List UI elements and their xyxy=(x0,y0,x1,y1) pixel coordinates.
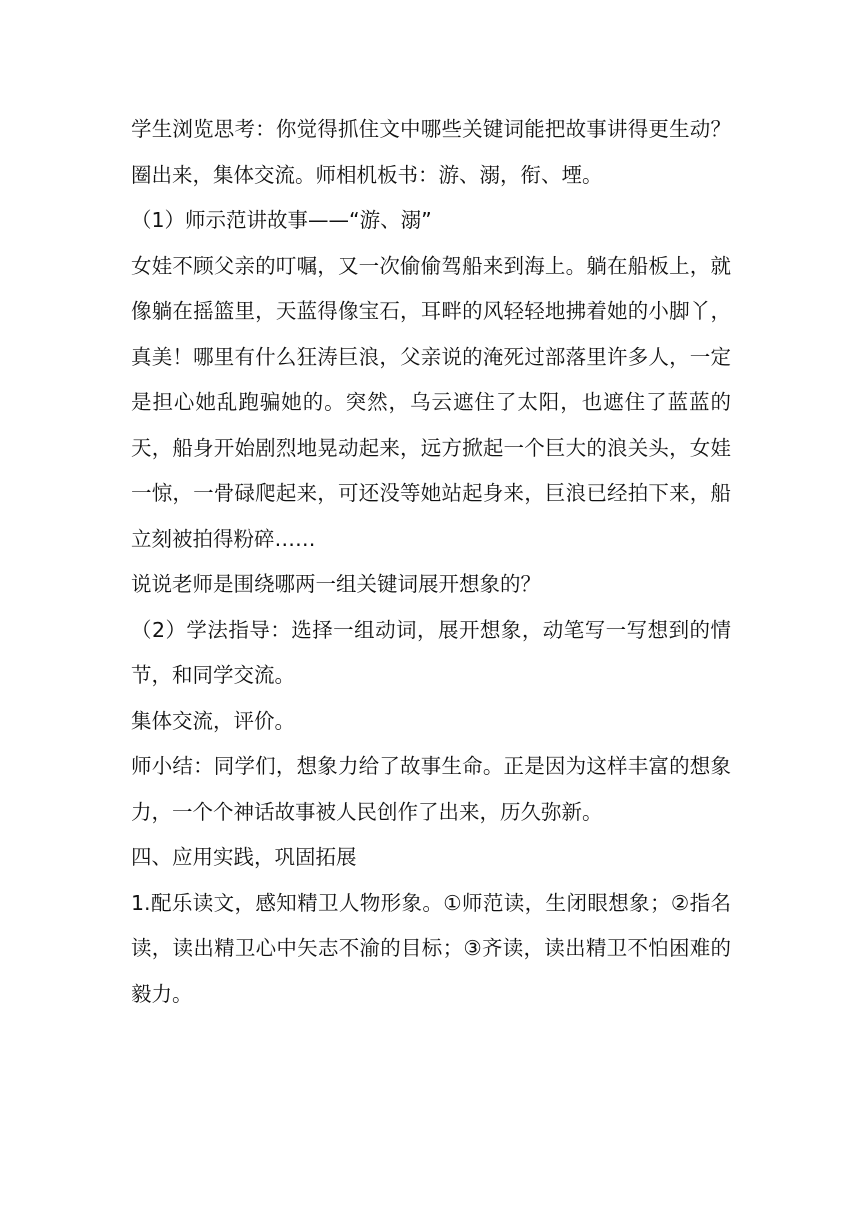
paragraph-story-narration: 女娃不顾父亲的叮嘱，又一次偷偷驾船来到海上。躺在船板上，就像躺在摇篮里，天蓝得像宝石，耳畔的风轻轻地拂着她的小脚丫，真美！哪里有什么狂涛巨浪，父亲说的淹死过部落里许多人，一定是担心她乱跑骗她的。突然，乌云遮住了太阳，也遮住了蓝蓝的天，船身开始剧烈地晃动起来，远方掀起一个巨大的浪关头，女娃一惊，一骨碌爬起来，可还没等她站起身来，巨浪已经拍下来，船立刻被拍得粉碎…… xyxy=(131,253,731,551)
paragraph-method-guidance: （2）学法指导：选择一组动词，展开想象，动笔写一写想到的情节，和同学交流。 xyxy=(131,617,731,687)
paragraph-group-exchange: 集体交流，评价。 xyxy=(131,708,295,733)
paragraph-teacher-demo-heading: （1）师示范讲故事——“游、溺” xyxy=(131,208,432,232)
paragraph-discussion-prompt: 学生浏览思考：你觉得抓住文中哪些关键词能把故事讲得更生动？圈出来，集体交流。师相机板书：游、溺，衔、堙。 xyxy=(131,117,731,187)
paragraph-question: 说说老师是围绕哪两一组关键词展开想象的？ xyxy=(131,572,541,596)
document-body xyxy=(131,107,731,1017)
paragraph-reading-activity: 1.配乐读文，感知精卫人物形象。①师范读，生闭眼想象；②指名读，读出精卫心中矢志不渝的目标；③齐读，读出精卫不怕困难的毅力。 xyxy=(131,890,731,1006)
paragraph-teacher-summary: 师小结：同学们，想象力给了故事生命。正是因为这样丰富的想象力，一个个神话故事被人民创作了出来，历久弥新。 xyxy=(131,754,731,824)
section-heading-application: 四、应用实践，巩固拓展 xyxy=(131,845,357,869)
